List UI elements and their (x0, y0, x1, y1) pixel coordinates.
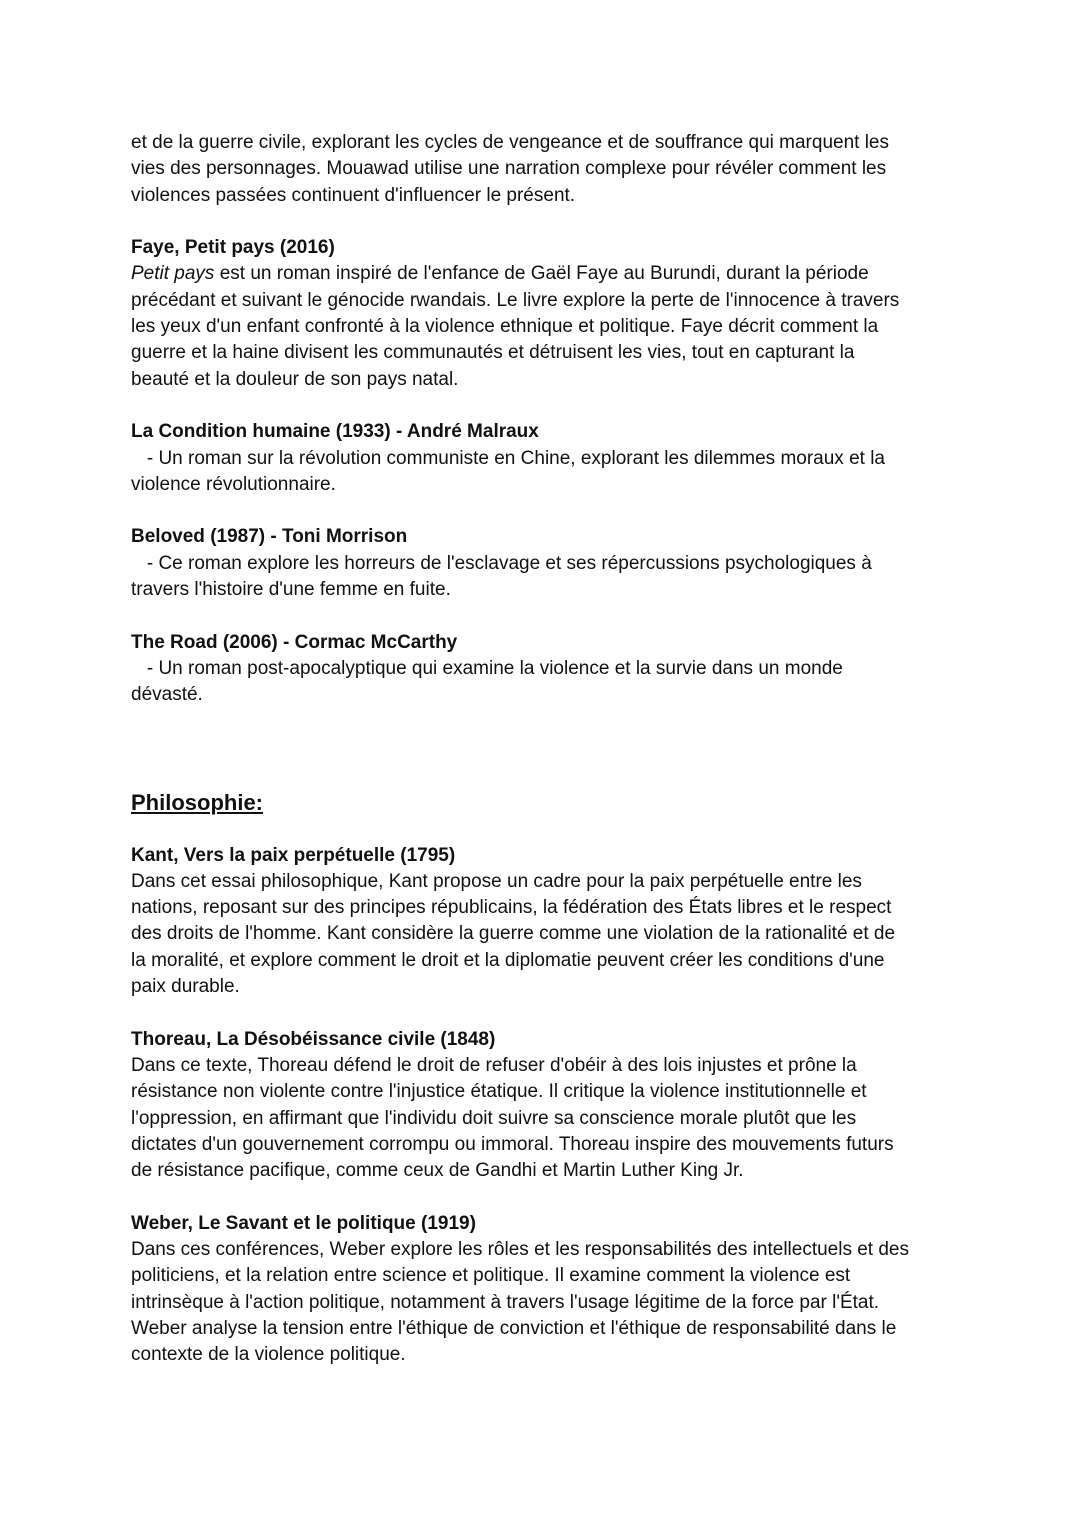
entry-title: La Condition humaine (1933) - André Malraux (131, 421, 539, 443)
entry-malraux (131, 419, 961, 498)
spacer (131, 709, 961, 789)
book-title-italic: Petit pays (131, 263, 215, 285)
text-line: violence révolutionnaire. (131, 473, 336, 495)
text-line: beauté et la douleur de son pays natal. (131, 368, 459, 390)
document-page (131, 130, 961, 1368)
text-line: et de la guerre civile, explorant les cycles de vengeance et de souffrance qui marquent les (131, 132, 889, 153)
text-line: des droits de l'homme. Kant considère la guerre comme une violation de la rationalité et de (131, 923, 896, 945)
entry-title: Thoreau, La Désobéissance civile (1848) (131, 1028, 496, 1050)
text-line: vies des personnages. Mouawad utilise une narration complexe pour révéler comment les (131, 158, 887, 180)
entry-faye (131, 235, 961, 393)
text-line: - Ce roman explore les horreurs de l'esclavage et ses répercussions psychologiques à (131, 552, 872, 574)
text-line: l'oppression, en affirmant que l'individu doit suivre sa conscience morale plutôt que les (131, 1107, 857, 1129)
text-line: Weber analyse la tension entre l'éthique de conviction et l'éthique de responsabilité dans le (131, 1317, 897, 1339)
entry-kant (131, 843, 961, 1001)
text-line: de résistance pacifique, comme ceux de Gandhi et Martin Luther King Jr. (131, 1160, 744, 1182)
spacer (131, 209, 961, 235)
spacer (131, 1184, 961, 1210)
text-line: précédant et suivant le génocide rwandais. Le livre explore la perte de l'innocence à travers (131, 289, 900, 311)
text-line: - Un roman post-apocalyptique qui examine la violence et la survie dans un monde (131, 657, 843, 679)
entry-title: Beloved (1987) - Toni Morrison (131, 526, 408, 548)
text-line: dictates d'un gouvernement corrompu ou immoral. Thoreau inspire des mouvements futurs (131, 1133, 894, 1155)
spacer (131, 393, 961, 419)
spacer (131, 817, 961, 843)
text-line: paix durable. (131, 976, 240, 998)
text-line: guerre et la haine divisent les communautés et détruisent les vies, tout en capturant la (131, 342, 855, 364)
section-heading-philosophie: Philosophie: (131, 789, 263, 815)
text-line: violences passées continuent d'influencer le présent. (131, 184, 576, 206)
text-fragment: est un roman inspiré de l'enfance de Gaël Faye au Burundi, durant la période (214, 263, 869, 285)
entry-title: Faye, Petit pays (2016) (131, 237, 335, 259)
text-line: les yeux d'un enfant confronté à la violence ethnique et politique. Faye décrit comment la (131, 316, 879, 338)
text-line: Dans cet essai philosophique, Kant propose un cadre pour la paix perpétuelle entre les (131, 870, 862, 892)
text-line (131, 261, 961, 287)
text-line: dévasté. (131, 684, 203, 706)
mouawad-summary-continued (131, 130, 961, 209)
spacer (131, 603, 961, 629)
text-line: Dans ce texte, Thoreau défend le droit de refuser d'obéir à des lois injustes et prône la (131, 1054, 857, 1076)
text-line: - Un roman sur la révolution communiste en Chine, explorant les dilemmes moraux et la (131, 447, 885, 469)
text-line: politiciens, et la relation entre science et politique. Il examine comment la violence est (131, 1265, 851, 1287)
entry-thoreau (131, 1027, 961, 1185)
text-line: la moralité, et explore comment le droit et la diplomatie peuvent créer les conditions d'une (131, 949, 885, 971)
entry-weber (131, 1211, 961, 1369)
spacer (131, 498, 961, 524)
spacer (131, 1000, 961, 1026)
text-line: nations, reposant sur des principes républicains, la fédération des États libres et le respect (131, 897, 892, 919)
entry-title: Weber, Le Savant et le politique (1919) (131, 1212, 476, 1234)
text-line: contexte de la violence politique. (131, 1344, 406, 1366)
entry-mccarthy (131, 630, 961, 709)
text-line: travers l'histoire d'une femme en fuite. (131, 579, 451, 601)
text-line: intrinsèque à l'action politique, notamment à travers l'usage légitime de la force par l'État. (131, 1291, 880, 1313)
entry-title: Kant, Vers la paix perpétuelle (1795) (131, 844, 456, 866)
text-line: Dans ces conférences, Weber explore les rôles et les responsabilités des intellectuels et des (131, 1238, 909, 1260)
entry-morrison (131, 524, 961, 603)
text-line: résistance non violente contre l'injustice étatique. Il critique la violence institutionnelle et (131, 1081, 867, 1103)
entry-title: The Road (2006) - Cormac McCarthy (131, 631, 458, 653)
